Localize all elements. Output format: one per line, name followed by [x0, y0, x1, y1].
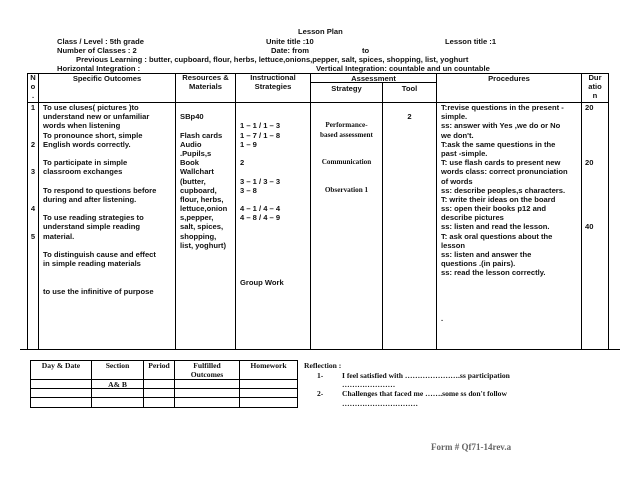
assessment-strategy-column — [311, 103, 382, 195]
duration-value: 20 — [585, 103, 594, 112]
procedure-line: T: ask oral questions about the — [441, 231, 553, 241]
outcome-line — [43, 268, 156, 277]
outcome-line: understand simple reading — [43, 222, 141, 232]
procedure-line: ss: open their books p12 and — [441, 204, 547, 214]
outcome-number — [28, 177, 38, 186]
duration-value — [585, 131, 593, 140]
assessment-strategy-line — [311, 167, 382, 176]
assessment-strategy-line: based assessment — [320, 130, 373, 139]
procedure-line: describe pictures — [441, 213, 504, 223]
resource-line: (butter, — [180, 176, 206, 186]
number-of-classes: Number of Classes : 2 — [57, 46, 137, 55]
procedure-line: ss: listen and read the lesson. — [441, 222, 550, 232]
strategy-line — [240, 195, 284, 204]
outcome-number — [28, 121, 38, 130]
header-procedures: Procedures — [488, 74, 530, 83]
record-header-homework: Homework — [250, 361, 287, 370]
resource-line: Wallchart — [180, 167, 214, 177]
outcome-number: 4 — [30, 204, 36, 214]
previous-learning: Previous Learning : butter, cupboard, flour, herbs, lettuce,onions,pepper, salt, spices, shopping, list, yoghurt — [76, 55, 469, 64]
header-outcomes: Specific Outcomes — [72, 74, 142, 83]
outcome-line: understand new or unfamiliar — [43, 112, 150, 122]
strategy-line: 2 — [240, 158, 245, 168]
resource-line: .Pupils,s — [180, 148, 212, 158]
strategy-line — [240, 268, 284, 277]
tool-line — [383, 103, 436, 112]
duration-value — [585, 213, 593, 222]
reflection-number-2: 2- — [317, 389, 324, 398]
outcome-line — [43, 149, 156, 158]
outcome-line: To participate in simple — [43, 158, 128, 168]
strategy-line — [240, 250, 284, 259]
outcome-line: material. — [43, 231, 75, 241]
resource-line: list, yoghurt) — [180, 240, 226, 250]
reflection-label: Reflection : — [304, 361, 342, 370]
procedure-line: . — [441, 314, 444, 324]
strategy-line: 1 – 7 / 1 – 8 — [240, 130, 281, 140]
procedure-line — [441, 278, 568, 287]
unit-title: Unite title :10 — [266, 37, 314, 46]
header-duration: Dur atio n — [588, 73, 602, 101]
record-header-day-date: Day & Date — [41, 361, 81, 370]
reflection-continuation-1: ………………… — [342, 380, 396, 389]
assessment-strategy-line — [311, 103, 382, 112]
assessment-strategy-line: Performance- — [325, 121, 368, 130]
strategy-line: 1 – 1 / 1 – 3 — [240, 121, 281, 131]
header-tool: Tool — [401, 84, 418, 93]
procedure-line: T:ask the same questions in the — [441, 139, 556, 149]
outcome-line: to use the infinitive of purpose — [43, 286, 154, 296]
outcome-line: To pronounce short, simple — [43, 130, 143, 140]
strategy-line — [240, 149, 284, 158]
outcome-line: To use cluses( pictures )to — [43, 103, 139, 112]
outcome-line — [43, 241, 156, 250]
duration-value — [585, 167, 593, 176]
procedure-line: ss: listen and answer the — [441, 250, 532, 259]
header-strategies: Instructional Strategies — [250, 73, 296, 92]
assessment-strategy-line — [311, 140, 382, 149]
form-number: Form # Qf71-14rev.a — [431, 442, 512, 452]
outcomes-column — [43, 103, 156, 296]
record-header-section: Section — [105, 361, 130, 370]
outcome-line — [43, 204, 156, 213]
strategy-line — [240, 232, 284, 241]
duration-value: 40 — [585, 222, 594, 232]
tool-column — [383, 103, 436, 121]
outcome-number — [28, 186, 38, 195]
resource-line: lettuce,onion — [180, 204, 228, 214]
outcome-line: in simple reading materials — [43, 259, 141, 269]
procedure-line: T: write their ideas on the board — [441, 194, 556, 204]
strategy-line — [240, 241, 284, 250]
outcome-number — [28, 195, 38, 204]
header-assessment: Assessment — [351, 74, 396, 83]
strategy-line — [240, 167, 284, 176]
outcome-line: To distinguish cause and effect — [43, 250, 156, 259]
assessment-strategy-line: Communication — [321, 158, 372, 167]
outcome-line: To respond to questions before — [43, 185, 157, 195]
outcome-number — [28, 213, 38, 222]
procedure-line: lesson — [441, 240, 466, 250]
assessment-strategy-line: Observation 1 — [324, 185, 369, 194]
reflection-text-1: I feel satisfied with ………………….ss participation — [342, 371, 510, 380]
procedure-line: ss: answer with Yes ,we do or No — [441, 121, 561, 131]
procedure-line — [441, 287, 568, 296]
assessment-strategy-line — [311, 177, 382, 186]
reflection-text-2: Challenges that faced me …….some ss don't follow — [342, 389, 507, 398]
strategy-line: 1 – 9 — [240, 139, 257, 149]
outcome-number — [28, 158, 38, 167]
header-strategy: Strategy — [331, 84, 362, 93]
outcome-number — [28, 222, 38, 231]
procedure-line — [441, 305, 568, 314]
duration-value — [585, 149, 593, 158]
vertical-integration: Vertical Integration: countable and un countable — [316, 64, 490, 73]
record-header-period: Period — [148, 361, 170, 370]
record-section-value: A& B — [108, 380, 127, 389]
assessment-strategy-line — [311, 112, 382, 121]
duration-value — [585, 204, 593, 213]
duration-value — [585, 121, 593, 130]
procedure-line: T: use flash cards to present new — [441, 158, 561, 168]
duration-value — [585, 195, 593, 204]
outcome-line — [43, 278, 156, 287]
procedure-line: ss: read the lesson correctly. — [441, 268, 546, 278]
strategy-line — [240, 259, 284, 268]
duration-value — [585, 112, 593, 121]
tool-line: 2 — [407, 112, 412, 122]
strategy-line — [240, 222, 284, 231]
strategy-line: 4 – 8 / 4 – 9 — [240, 213, 281, 223]
reflection-continuation-2: ………………………… — [342, 399, 418, 408]
outcome-line: classroom exchanges — [43, 167, 123, 177]
procedure-line: words class: correct pronunciation — [441, 167, 568, 177]
page-title: Lesson Plan — [298, 27, 343, 36]
duration-value: 20 — [585, 158, 594, 168]
resource-line: cupboard, — [180, 185, 217, 195]
outcome-number — [28, 149, 38, 158]
outcome-line: To use reading strategies to — [43, 213, 144, 223]
resources-column — [180, 103, 227, 250]
outcome-number: 3 — [30, 167, 36, 177]
strategy-line: 3 – 8 — [240, 185, 257, 195]
duration-value — [585, 140, 593, 149]
duration-value — [585, 177, 593, 186]
procedure-line: T:revise questions in the present - — [441, 103, 564, 112]
lesson-title: Lesson title :1 — [445, 37, 497, 46]
procedure-line: simple. — [441, 112, 468, 122]
outcome-number — [28, 112, 38, 121]
outcome-number: 1 — [30, 103, 36, 112]
resource-line: Flash cards — [180, 130, 223, 140]
date-to: to — [362, 46, 370, 55]
procedures-column — [441, 103, 568, 324]
procedure-line: we don't. — [441, 130, 474, 140]
procedure-line: of words — [441, 176, 473, 186]
outcome-number: 5 — [30, 231, 36, 241]
procedure-line: questions .(in pairs). — [441, 259, 516, 269]
outcome-number — [28, 131, 38, 140]
header-resources: Resources & Materials — [182, 73, 229, 92]
strategy-line: 4 – 1 / 4 – 4 — [240, 204, 281, 214]
outcome-line: during and after listening. — [43, 194, 137, 204]
resource-line: Audio — [180, 139, 202, 149]
outcome-line: English words correctly. — [43, 139, 131, 149]
resource-line: salt, spices, — [180, 222, 224, 232]
header-no: N o . — [30, 73, 36, 101]
reflection-number-1: 1- — [317, 371, 324, 380]
resource-line — [180, 121, 227, 130]
strategy-line — [240, 103, 284, 112]
outcome-number: 2 — [30, 139, 36, 149]
strategies-column — [240, 103, 284, 287]
resource-line: SBp40 — [180, 112, 204, 122]
procedure-line — [441, 296, 568, 305]
procedure-line: past -simple. — [441, 148, 488, 158]
strategy-line: 3 – 1 / 3 – 3 — [240, 176, 281, 186]
horizontal-integration: Horizontal Integration : — [57, 64, 141, 73]
numbers-column — [28, 103, 38, 241]
strategy-line — [240, 112, 284, 121]
procedure-line: ss: describe peoples,s characters. — [441, 185, 566, 195]
record-header-fulfilled-outcomes: Fulfilled Outcomes — [190, 361, 224, 379]
resource-line: flour, herbs, — [180, 194, 224, 204]
strategy-line: Group Work — [240, 277, 284, 287]
outcome-line — [43, 177, 156, 186]
duration-column — [585, 103, 593, 232]
date-from: Date: from — [271, 46, 309, 55]
resource-line — [180, 103, 227, 112]
resource-line: s,pepper, — [180, 213, 214, 223]
resource-line: Book — [180, 158, 199, 168]
assessment-strategy-line — [311, 149, 382, 158]
class-level: Class / Level : 5th grade — [57, 37, 144, 46]
duration-value — [585, 186, 593, 195]
resource-line: shopping, — [180, 231, 217, 241]
outcome-line: words when listening — [43, 121, 121, 131]
